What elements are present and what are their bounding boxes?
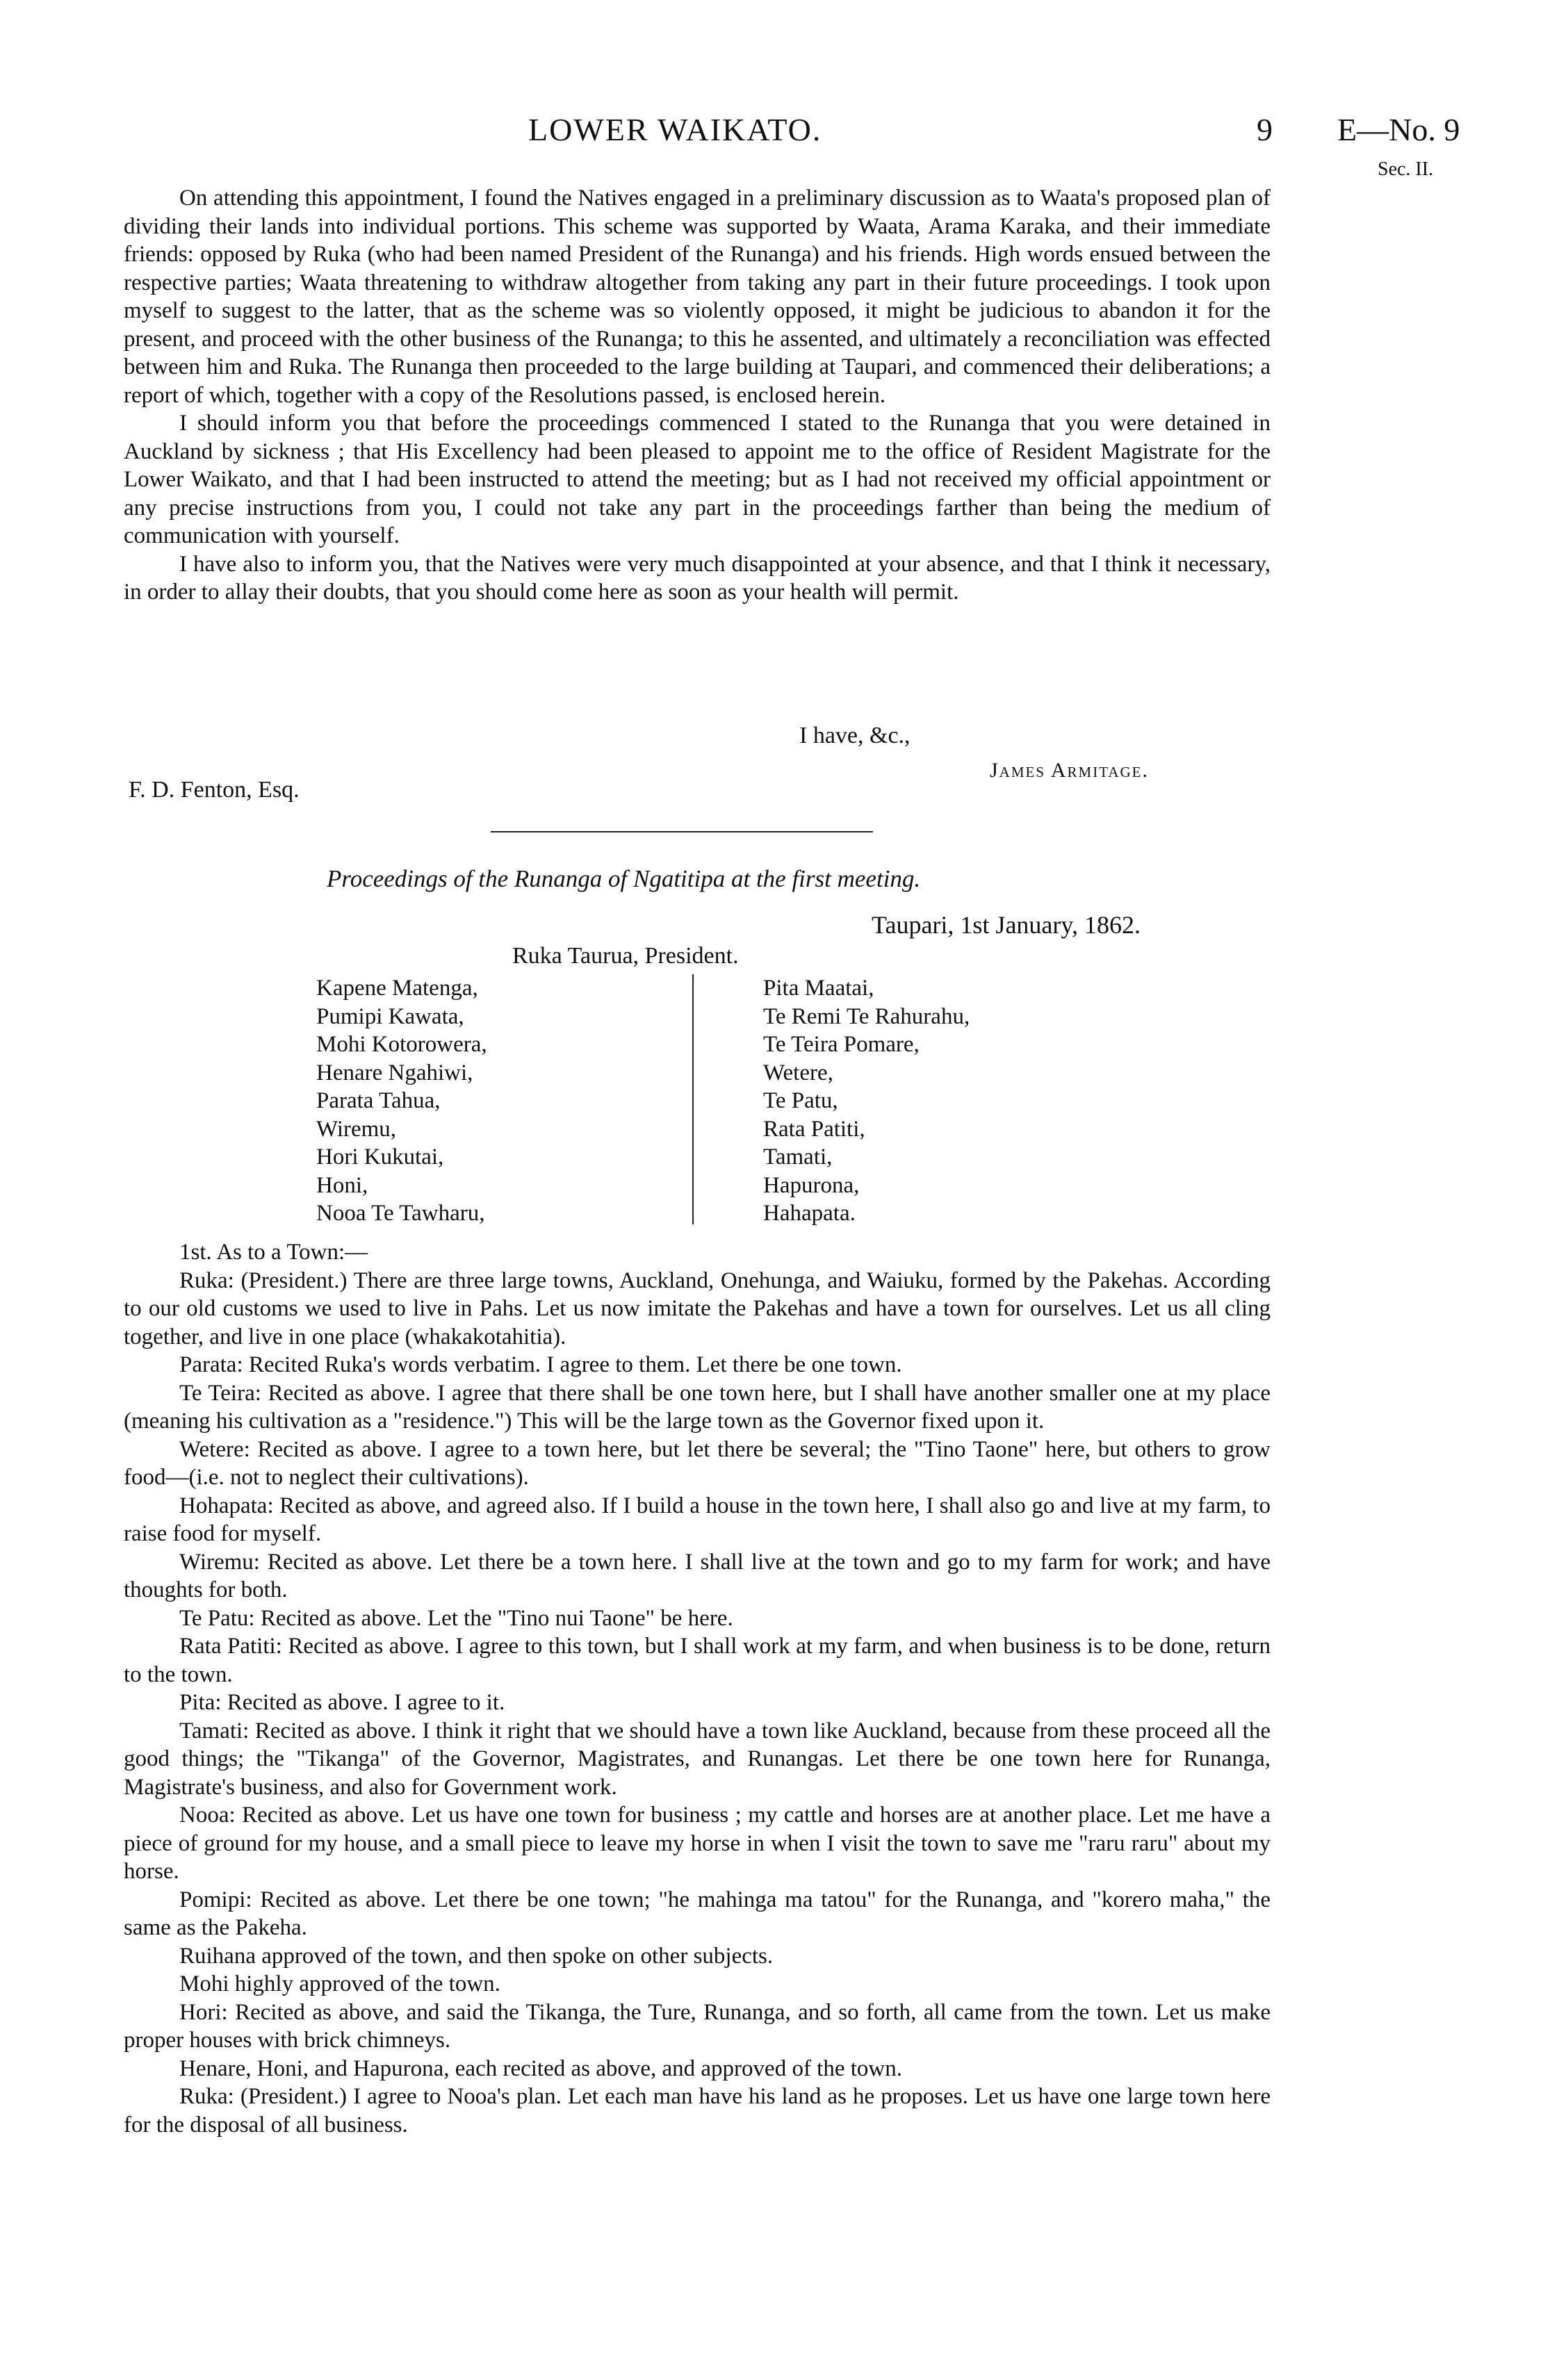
speech-entry: Henare, Honi, and Hapurona, each recited as above, and approved of the town.	[179, 2055, 902, 2081]
speech-entry: Tamati: Recited as above. I think it right that we should have a town like Auckland, because from these proceed all the good things; the "Tikanga" of the Governor, Magistrates, and Runangas. Let there be one town here for Runanga, Magistrate's business, and also for Government work.	[124, 1718, 1271, 1800]
speech-entry: Hori: Recited as above, and said the Tikanga, the Ture, Runanga, and so forth, all came from the town. Let us make proper houses with brick chimneys.	[124, 1999, 1271, 2053]
signer-name: James Armitage.	[990, 759, 1150, 782]
letter-paragraph: I should inform you that before the proceedings commenced I stated to the Runanga that you were detained in Auckland by sickness ; that His Excellency had been pleased to appoint me to the office of Resident Magistrate for the Lower Waikato, and that I had been instructed to attend the meeting; but as I had not received my official appointment or any precise instructions from you, I could not take any part in the proceedings farther than being the medium of communication with yourself.	[124, 411, 1271, 548]
speech-entry: Te Patu: Recited as above. Let the "Tino nui Taone" be here.	[179, 1605, 733, 1631]
letter-paragraph: I have also to inform you, that the Natives were very much disappointed at your absence, and that I think it necessary, in order to allay their doubts, that you should come here as soon as your health will permit.	[124, 551, 1271, 605]
member-name: Mohi Kotorowera,	[316, 1032, 487, 1057]
speech-entry: Rata Patiti: Recited as above. I agree to this town, but I shall work at my farm, and when business is to be done, return to the town.	[124, 1634, 1271, 1687]
member-name: Pita Maatai,	[763, 976, 874, 1001]
member-name: Hahapata.	[763, 1201, 856, 1226]
speech-entry: Wiremu: Recited as above. Let there be a town here. I shall live at the town and go to my farm for work; and have thoughts for both.	[124, 1549, 1271, 1602]
running-head-title: LOWER WAIKATO.	[528, 112, 822, 147]
agenda-heading: 1st. As to a Town:—	[179, 1240, 368, 1265]
member-name: Wiremu,	[316, 1116, 397, 1142]
speech-entry: Pomipi: Recited as above. Let there be one town; "he mahinga ma tatou" for the Runanga, and "korero maha," the same as the Pakeha.	[124, 1887, 1271, 1940]
proceedings-title: Proceedings of the Runanga of Ngatitipa at the first meeting.	[327, 865, 921, 892]
president-line: Ruka Taurua, President.	[512, 943, 739, 969]
speech-entry: Mohi highly approved of the town.	[179, 1971, 500, 1996]
letter-paragraph: On attending this appointment, I found the Natives engaged in a preliminary discussion as to Waata's proposed plan of dividing their lands into individual portions. This scheme was supported by Waata, Arama Karaka, and their immediate friends: opposed by Ruka (who had been named President of the Runanga) and his friends. High words ensued between the respective parties; Waata threatening to withdraw altogether from taking any part in their future proceedings. I took upon myself to suggest to the latter, that as the scheme was so violently opposed, it might be judicious to abandon it for the present, and proceed with the other business of the Runanga; to this he assented, and ultimately a reconciliation was effected between him and Ruka. The Runanga then proceeded to the large building at Taupari, and commenced their deliberations; a report of which, together with a copy of the Resolutions passed, is enclosed herein.	[124, 186, 1271, 408]
proceedings-date: Taupari, 1st January, 1862.	[872, 911, 1141, 939]
speech-entry: Ruka: (President.) I agree to Nooa's plan. Let each man have his land as he proposes. Let us have one large town here for the disposal of all business.	[124, 2084, 1271, 2137]
members-right-column	[763, 974, 970, 1228]
member-name: Te Patu,	[763, 1088, 838, 1113]
addressee: F. D. Fenton, Esq.	[129, 777, 300, 803]
member-name: Hori Kukutai,	[316, 1144, 444, 1170]
speech-entry: Nooa: Recited as above. Let us have one town for business ; my cattle and horses are at another place. Let me have a piece of ground for my house, and a small piece to leave my horse in when I visit the town to save me "raru raru" about my horse.	[124, 1803, 1271, 1884]
speech-entry: Te Teira: Recited as above. I agree that there shall be one town here, but I shall have another smaller one at my place (meaning his cultivation as a "residence.") This will be the large town as the Governor fixed upon it.	[124, 1380, 1271, 1434]
sign-off: I have, &c.,	[799, 723, 911, 748]
speech-entry: Hohapata: Recited as above, and agreed also. If I build a house in the town here, I shall also go and live at my farm, to raise food for myself.	[124, 1493, 1271, 1546]
speech-entry: Parata: Recited Ruka's words verbatim. I agree to them. Let there be one town.	[179, 1352, 902, 1377]
speech-entry: Ruihana approved of the town, and then spoke on other subjects.	[179, 1943, 774, 1969]
member-name: Te Remi Te Rahurahu,	[763, 1003, 970, 1029]
proceedings-body	[124, 1238, 1271, 2139]
member-name: Honi,	[316, 1172, 368, 1198]
section-label: Sec. II.	[1378, 158, 1434, 180]
paper-reference: E—No. 9	[1337, 112, 1460, 147]
member-name: Te Teira Pomare,	[763, 1032, 920, 1057]
members-left-column	[316, 974, 487, 1228]
page-number: 9	[1257, 112, 1273, 147]
speech-entry: Pita: Recited as above. I agree to it.	[179, 1690, 505, 1715]
letter-body	[124, 184, 1271, 607]
speech-entry: Ruka: (President.) There are three large towns, Auckland, Onehunga, and Waiuku, formed by the Pakehas. According to our old customs we used to live in Pahs. Let us now imitate the Pakehas and have a town for ourselves. Let us all cling together, and live in one place (whakakotahitia).	[124, 1267, 1271, 1349]
member-name: Tamati,	[763, 1144, 833, 1170]
member-name: Hapurona,	[763, 1172, 860, 1198]
member-name: Parata Tahua,	[316, 1088, 441, 1113]
member-name: Rata Patiti,	[763, 1116, 865, 1142]
member-name: Wetere,	[763, 1060, 833, 1085]
column-divider	[692, 974, 694, 1224]
member-name: Nooa Te Tawharu,	[316, 1201, 485, 1226]
member-name: Henare Ngahiwi,	[316, 1060, 473, 1085]
member-name: Kapene Matenga,	[316, 976, 478, 1001]
speech-entry: Wetere: Recited as above. I agree to a town here, but let there be several; the "Tino Taone" here, but others to grow food—(i.e. not to neglect their cultivations).	[124, 1436, 1271, 1490]
section-divider	[491, 831, 873, 832]
member-name: Pumipi Kawata,	[316, 1003, 464, 1029]
